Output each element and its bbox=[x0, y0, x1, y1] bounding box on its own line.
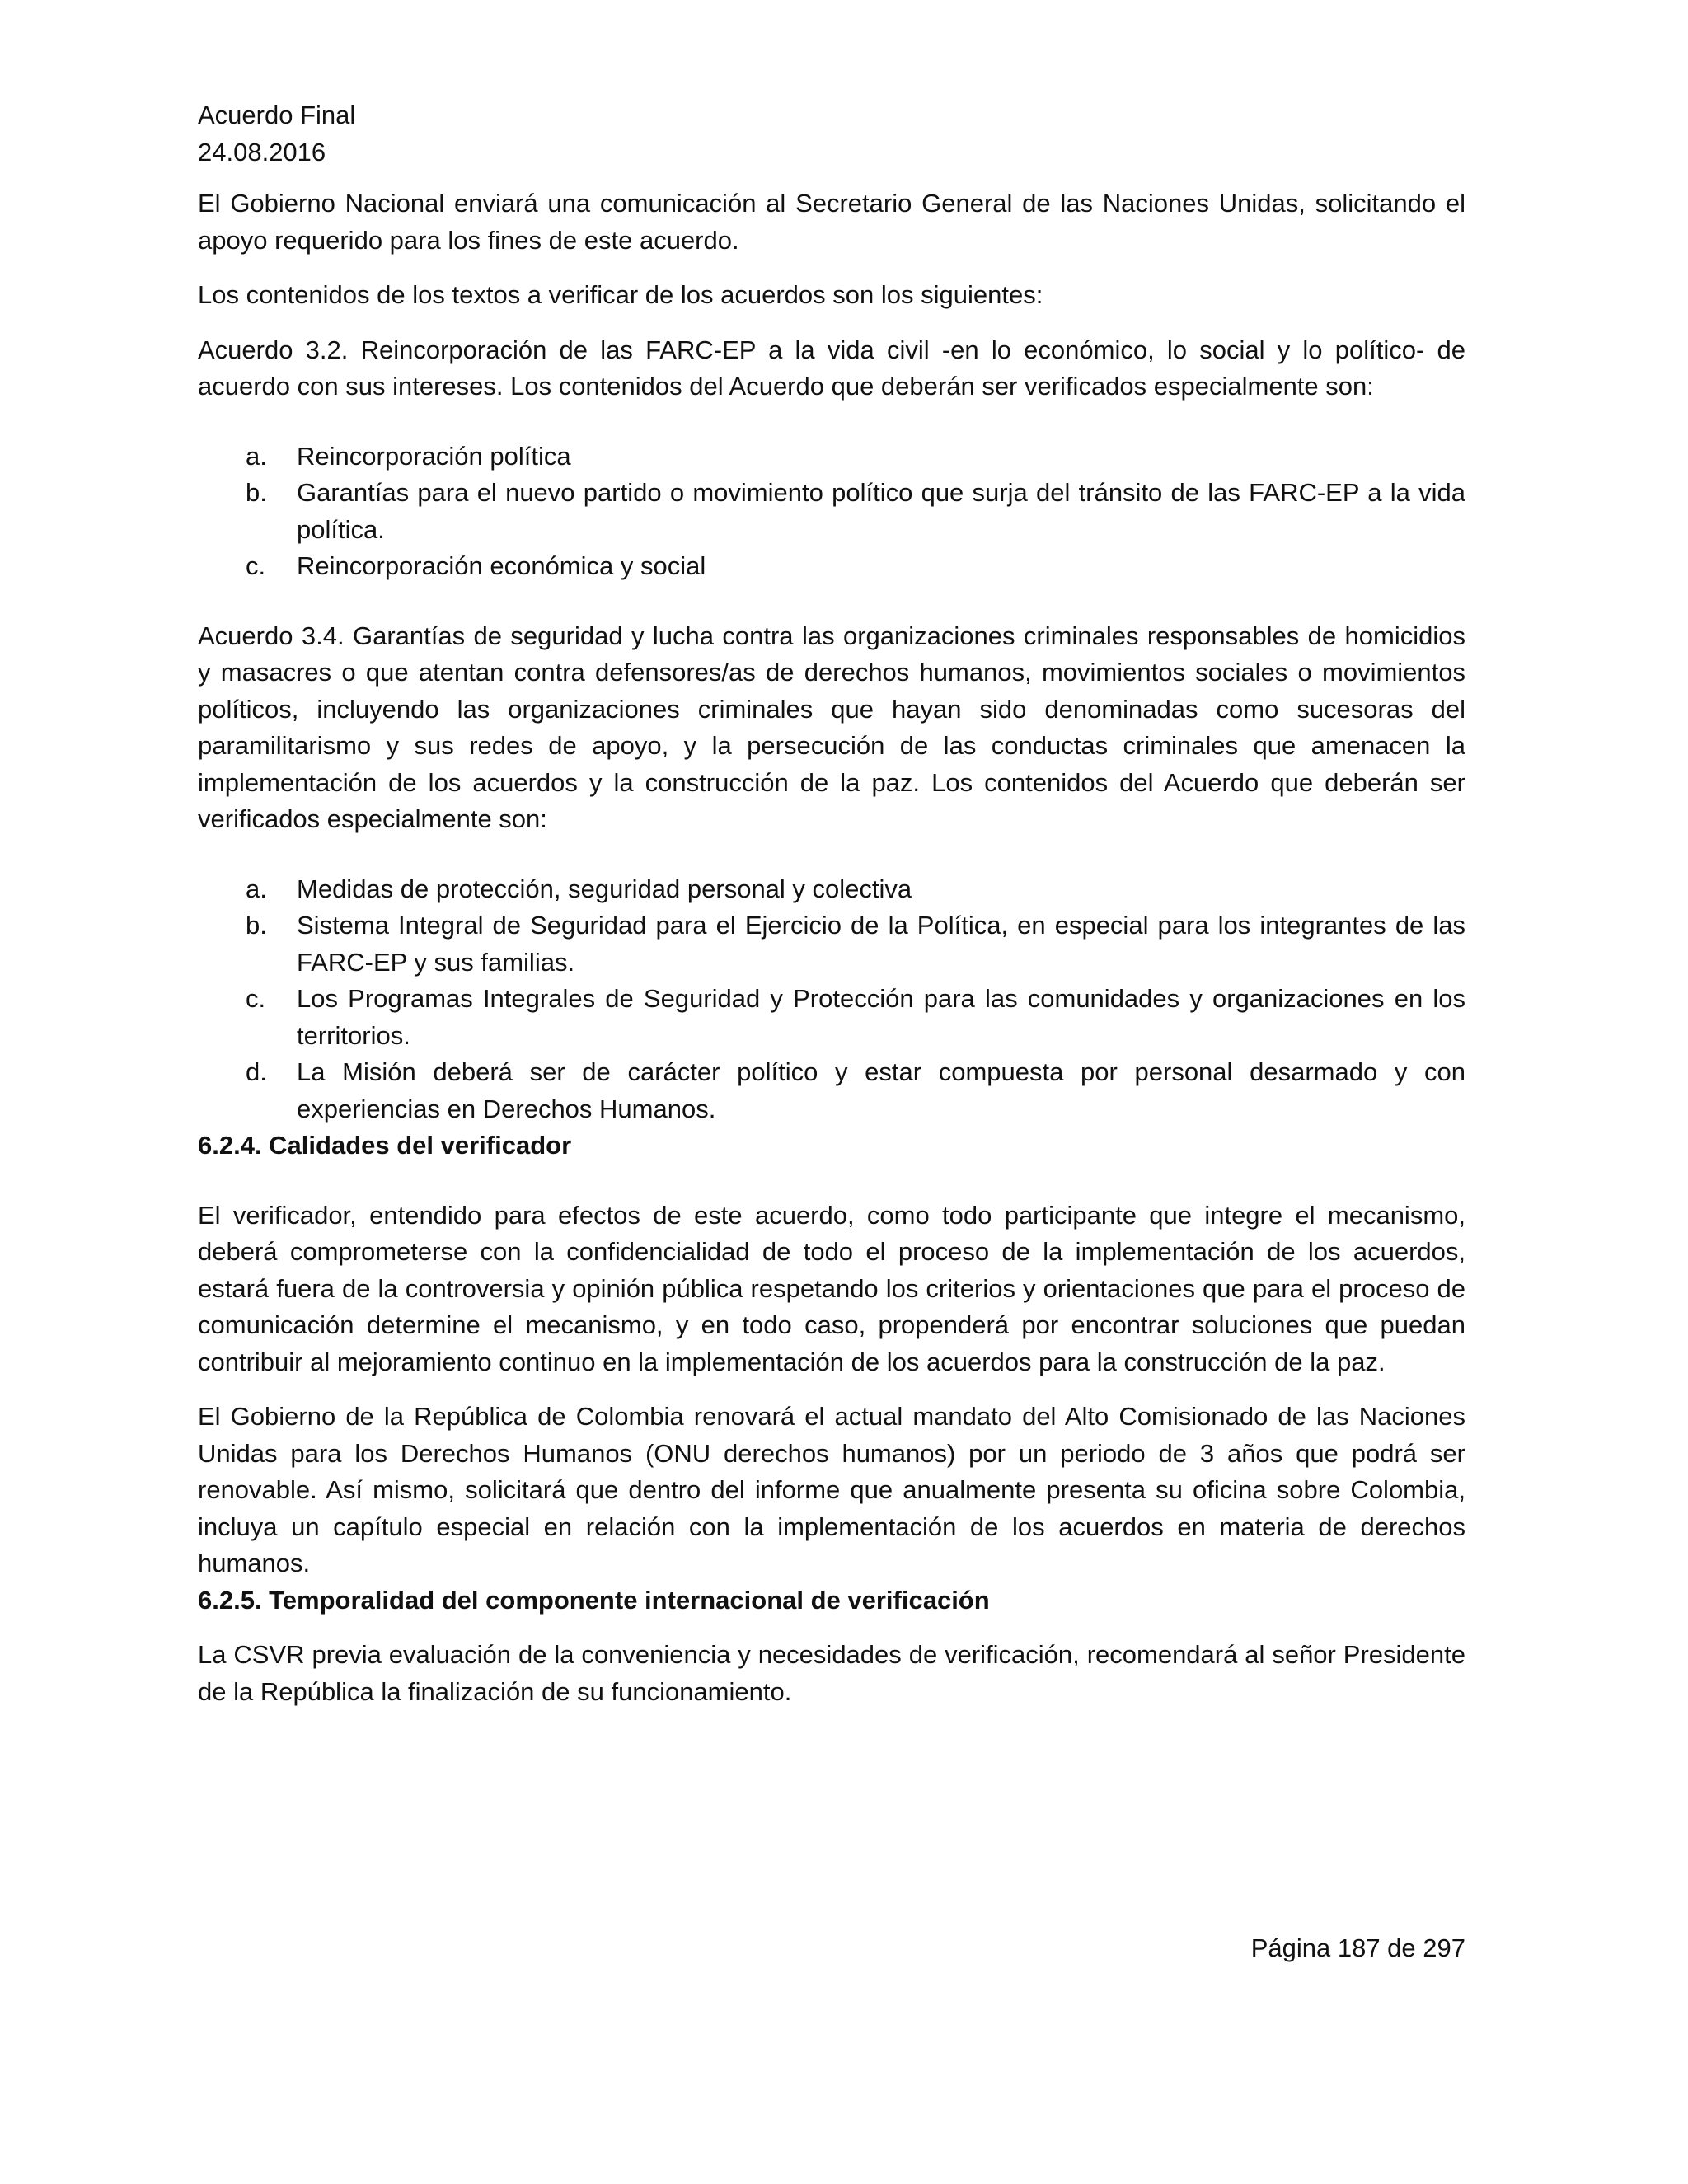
list-item-text: La Misión deberá ser de carácter político y estar compuesta por personal desarmado y con experiencias en Derechos Humanos. bbox=[297, 1057, 1465, 1123]
list-item bbox=[198, 548, 1465, 585]
paragraph-gobierno-mandato: El Gobierno de la República de Colombia renovará el actual mandato del Alto Comisionado de las Naciones Unidas para los Derechos Humanos (ONU derechos humanos) por un periodo de 3 años que podrá ser renovable. Así mismo, solicitará que dentro del informe que anualmente presenta su oficina sobre Colombia, incluya un capítulo especial en relación con la implementación de los acuerdos en materia de derechos humanos. bbox=[198, 1402, 1465, 1577]
paragraph-csvr: La CSVR previa evaluación de la conveniencia y necesidades de verificación, recomendará al señor Presidente de la República la finalización de su funcionamiento. bbox=[198, 1640, 1465, 1706]
list-item-text: Medidas de protección, seguridad personal y colectiva bbox=[297, 874, 912, 903]
document-date: 24.08.2016 bbox=[198, 137, 326, 166]
page-content bbox=[198, 97, 1465, 1710]
list-item-text: Reincorporación política bbox=[297, 441, 571, 471]
paragraph-contenidos-intro: Los contenidos de los textos a verificar de los acuerdos son los siguientes: bbox=[198, 280, 1043, 309]
list-item bbox=[198, 475, 1465, 548]
section-heading-temporalidad: 6.2.5. Temporalidad del componente internacional de verificación bbox=[198, 1585, 990, 1615]
list-item bbox=[198, 438, 1465, 476]
list-acuerdo-3-4 bbox=[198, 871, 1465, 1128]
list-item-text: Sistema Integral de Seguridad para el Ejercicio de la Política, en especial para los integrantes de las FARC-EP y sus familias. bbox=[297, 911, 1465, 977]
list-acuerdo-3-2 bbox=[198, 438, 1465, 585]
list-marker: b. bbox=[246, 911, 267, 940]
list-item-text: Los Programas Integrales de Seguridad y Protección para las comunidades y organizaciones en los territorios. bbox=[297, 984, 1465, 1050]
paragraph-verificador: El verificador, entendido para efectos de este acuerdo, como todo participante que integre el mecanismo, deberá comprometerse con la confidencialidad de todo el proceso de la implementación de los acuerdos, estará fuera de la controversia y opinión pública respetando los criterios y orientaciones que para el proceso de comunicación determine el mecanismo, y en todo caso, propenderá por encontrar soluciones que puedan contribuir al mejoramiento continuo en la implementación de los acuerdos para la construcción de la paz. bbox=[198, 1200, 1465, 1376]
list-item bbox=[198, 1054, 1465, 1127]
list-marker: c. bbox=[246, 551, 266, 580]
document-title: Acuerdo Final bbox=[198, 101, 356, 129]
list-item bbox=[198, 871, 1465, 908]
paragraph-gobierno-comunicacion: El Gobierno Nacional enviará una comunicación al Secretario General de las Naciones Unidas, solicitando el apoyo requerido para los fines de este acuerdo. bbox=[198, 189, 1465, 255]
page-number: Página 187 de 297 bbox=[1250, 1933, 1465, 1962]
paragraph-acuerdo-3-4: Acuerdo 3.4. Garantías de seguridad y lucha contra las organizaciones criminales responsables de homicidios y masacres o que atentan contra defensores/as de derechos humanos, movimientos sociales o movimientos políticos, incluyendo las organizaciones criminales que hayan sido denominadas como sucesoras del paramilitarismo y sus redes de apoyo, y la persecución de las conductas criminales que amenacen la implementación de los acuerdos y la construcción de la paz. Los contenidos del Acuerdo que deberán ser verificados especialmente son: bbox=[198, 621, 1465, 833]
list-marker: d. bbox=[246, 1057, 267, 1086]
list-marker: a. bbox=[246, 441, 267, 471]
list-marker: a. bbox=[246, 874, 267, 903]
list-item bbox=[198, 907, 1465, 981]
list-marker: c. bbox=[246, 984, 266, 1013]
section-heading-calidades: 6.2.4. Calidades del verificador bbox=[198, 1131, 572, 1160]
paragraph-acuerdo-3-2: Acuerdo 3.2. Reincorporación de las FARC-EP a la vida civil -en lo económico, lo social y lo político- de acuerdo con sus intereses. Los contenidos del Acuerdo que deberán ser verificados especialmente son: bbox=[198, 335, 1465, 401]
list-item bbox=[198, 981, 1465, 1054]
list-marker: b. bbox=[246, 478, 267, 507]
list-item-text: Reincorporación económica y social bbox=[297, 551, 706, 580]
list-item-text: Garantías para el nuevo partido o movimiento político que surja del tránsito de las FARC-EP a la vida política. bbox=[297, 478, 1465, 544]
